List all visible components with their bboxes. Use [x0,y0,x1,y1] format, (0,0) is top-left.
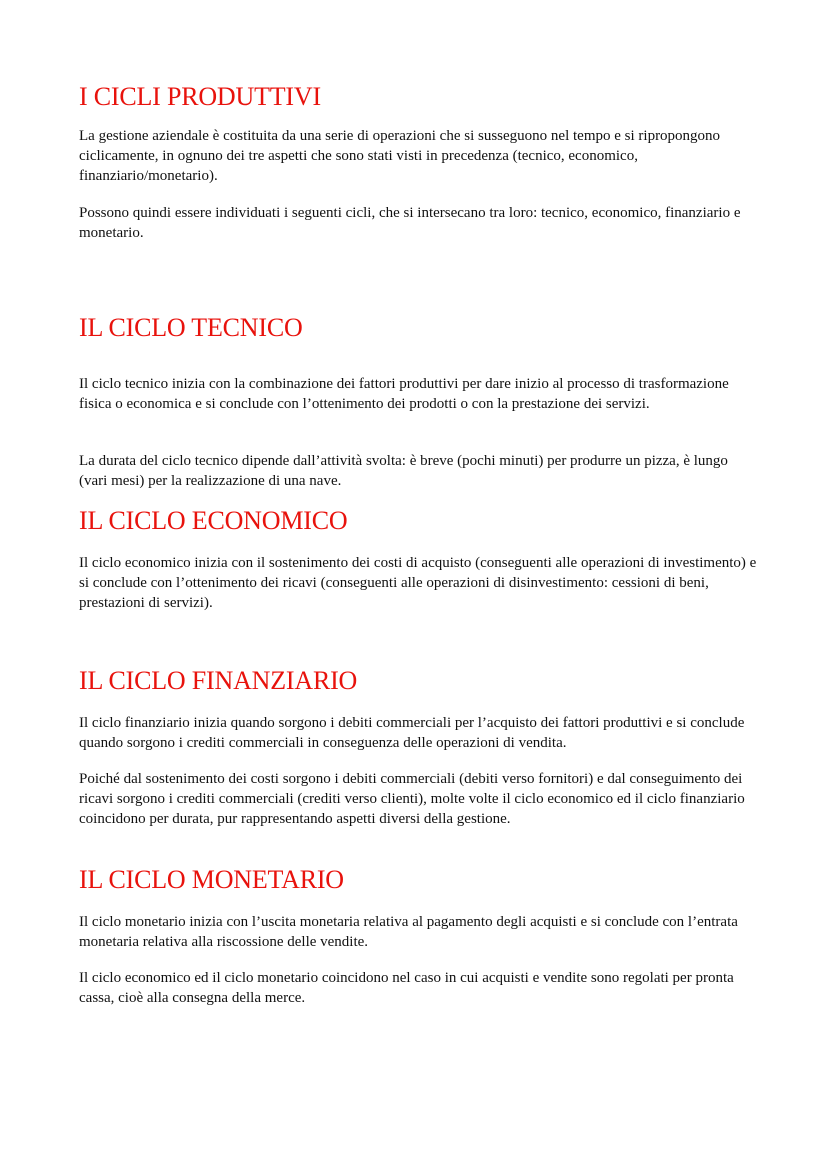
section-ciclo-finanziario [79,666,759,696]
paragraph-text: Il ciclo finanziario inizia quando sorgono i debiti commerciali per l’acquisto dei fattori produttivi e si conclude quando sorgono i crediti commerciali in conseguenza delle operazioni di vendita. [79,715,745,751]
paragraph-text: Il ciclo economico ed il ciclo monetario coincidono nel caso in cui acquisti e vendite sono regolati per pronta cassa, cioè alla consegna della merce. [79,970,734,1006]
paragraph-text: Poiché dal sostenimento dei costi sorgono i debiti commerciali (debiti verso fornitori) e dal conseguimento dei ricavi sorgono i crediti commerciali (crediti verso clienti), molte volte il ciclo economico ed il ciclo finanziario coincidono per durata, pur rappresentando aspetti diversi della gestione. [79,771,745,827]
section-title: I CICLI PRODUTTIVI [79,82,321,111]
section-title: IL CICLO FINANZIARIO [79,666,358,695]
section-ciclo-economico [79,506,759,536]
section-title: IL CICLO ECONOMICO [79,506,348,535]
section-ciclo-tecnico [79,313,759,343]
paragraph [79,374,759,414]
paragraph [79,968,759,1008]
paragraph-text: Possono quindi essere individuati i seguenti cicli, che si intersecano tra loro: tecnico, economico, finanziario e monetario. [79,205,741,241]
section-cicli-produttivi [79,82,759,112]
paragraph-text: La gestione aziendale è costituita da una serie di operazioni che si susseguono nel tempo e si ripropongono ciclicamente, in ognuno dei tre aspetti che sono stati visti in precedenza (tecnico, economico, finanziario/monetario). [79,128,721,184]
paragraph [79,769,759,829]
paragraph [79,203,759,243]
paragraph-text: Il ciclo economico inizia con il sostenimento dei costi di acquisto (conseguenti alle operazioni di investimento) e si conclude con l’ottenimento dei ricavi (conseguenti alle operazioni di disinvestimento: cessioni di beni, prestazioni di servizi). [79,555,757,611]
section-title: IL CICLO MONETARIO [79,865,344,894]
paragraph [79,713,759,753]
paragraph-text: La durata del ciclo tecnico dipende dall’attività svolta: è breve (pochi minuti) per produrre un pizza, è lungo (vari mesi) per la realizzazione di una nave. [79,453,728,489]
section-title: IL CICLO TECNICO [79,313,303,342]
paragraph [79,451,759,491]
paragraph [79,126,759,186]
paragraph [79,553,759,613]
section-ciclo-monetario [79,865,759,895]
paragraph-text: Il ciclo monetario inizia con l’uscita monetaria relativa al pagamento degli acquisti e si conclude con l’entrata monetaria relativa alla riscossione delle vendite. [79,914,738,950]
paragraph-text: Il ciclo tecnico inizia con la combinazione dei fattori produttivi per dare inizio al processo di trasformazione fisica o economica e si conclude con l’ottenimento dei prodotti o con la prestazione dei servizi. [79,376,729,412]
paragraph [79,912,759,952]
